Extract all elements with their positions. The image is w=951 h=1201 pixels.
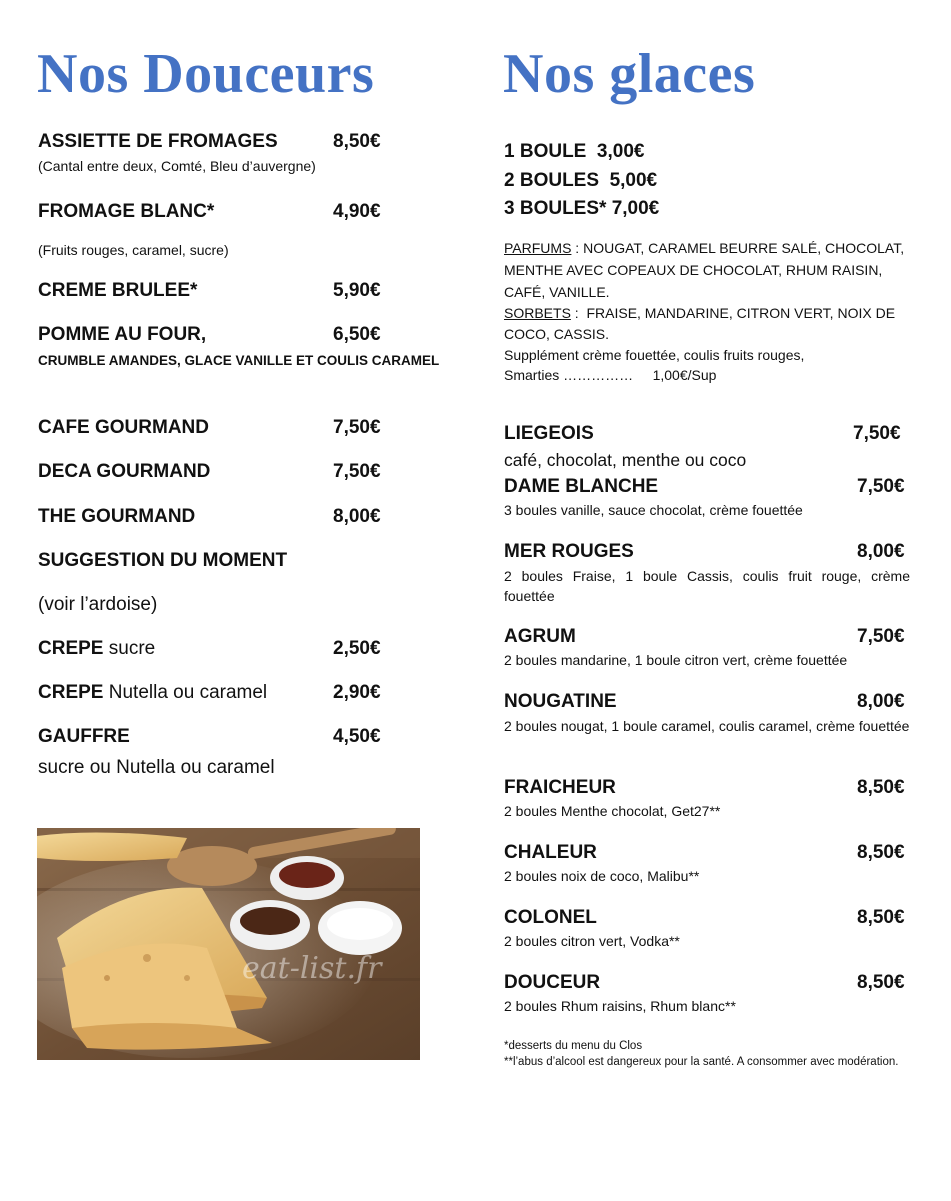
item-name: GAUFFRE (38, 726, 130, 747)
item-name: CHALEUR (504, 842, 597, 863)
item-description: (voir l’ardoise) (38, 594, 158, 615)
item-name: DOUCEUR (504, 972, 601, 993)
parfums-label: PARFUMS (504, 240, 572, 256)
scoop-price: 2 BOULES 5,00€ (504, 170, 658, 191)
item-name: FROMAGE BLANC* (38, 201, 215, 222)
item-name: CREPE (38, 682, 104, 703)
item-price: 8,50€ (857, 907, 905, 928)
item-name: SUGGESTION DU MOMENT (38, 550, 288, 571)
item-name-line (38, 682, 267, 704)
scoop-price: 1 BOULE 3,00€ (504, 141, 645, 162)
item-name-suffix: sucre (103, 638, 156, 659)
footnote-alcohol: **l’abus d’alcool est dangereux pour la santé. A consommer avec modération. (504, 1056, 899, 1068)
item-price: 8,50€ (857, 842, 905, 863)
item-name: ASSIETTE DE FROMAGES (38, 131, 278, 152)
footnote-menu: *desserts du menu du Clos (504, 1040, 643, 1052)
item-price: 2,50€ (333, 638, 381, 659)
item-description: 2 boules Fraise, 1 boule Cassis, coulis fruit rouge, crème fouettée (504, 568, 910, 604)
item-name: COLONEL (504, 907, 597, 928)
watermark-text: eat-list.fr (242, 951, 382, 986)
item-description: 2 boules Rhum raisins, Rhum blanc** (504, 998, 736, 1014)
item-description: 2 boules Menthe chocolat, Get27** (504, 803, 721, 819)
item-description: 2 boules noix de coco, Malibu** (504, 868, 700, 884)
item-name: NOUGATINE (504, 691, 617, 712)
parfums-list-2: MENTHE AVEC COPEAUX DE CHOCOLAT, RHUM RAISIN, (504, 262, 883, 278)
item-description: (Fruits rouges, caramel, sucre) (38, 242, 229, 258)
sorbets-line (504, 305, 895, 321)
item-name: POMME AU FOUR, (38, 324, 207, 345)
item-price: 7,50€ (333, 417, 381, 438)
sorbets-list-2: COCO, CASSIS. (504, 326, 610, 342)
item-description: 3 boules vanille, sauce chocolat, crème fouettée (504, 502, 803, 518)
crepes-photo (37, 828, 420, 1060)
item-price: 7,50€ (857, 476, 905, 497)
item-price: 8,00€ (333, 506, 381, 527)
item-name: THE GOURMAND (38, 506, 196, 527)
item-name-line (38, 638, 155, 660)
item-description: café, chocolat, menthe ou coco (504, 450, 747, 470)
item-name: MER ROUGES (504, 541, 634, 562)
item-name: LIEGEOIS (504, 423, 594, 444)
item-price: 8,50€ (333, 131, 381, 152)
item-price: 8,00€ (857, 541, 905, 562)
section-title-douceurs: Nos Douceurs (37, 43, 375, 105)
item-price: 7,50€ (333, 461, 381, 482)
item-price: 7,50€ (853, 423, 901, 444)
item-price: 8,50€ (857, 777, 905, 798)
item-description: CRUMBLE AMANDES, GLACE VANILLE ET COULIS CARAMEL (38, 353, 440, 368)
item-price: 4,50€ (333, 726, 381, 747)
item-name: CAFE GOURMAND (38, 417, 209, 438)
supplement-text: Supplément crème fouettée, coulis fruits rouges, (504, 347, 805, 363)
item-description: 2 boules citron vert, Vodka** (504, 933, 680, 949)
item-price: 7,50€ (857, 626, 905, 647)
section-title-glaces: Nos glaces (503, 43, 756, 105)
item-name-suffix: Nutella ou caramel (103, 682, 268, 703)
item-price: 8,00€ (857, 691, 905, 712)
item-price: 6,50€ (333, 324, 381, 345)
item-price: 2,90€ (333, 682, 381, 703)
parfums-list-3: CAFÉ, VANILLE. (504, 284, 610, 300)
item-description: (Cantal entre deux, Comté, Bleu d’auvergne) (38, 158, 316, 174)
item-price: 8,50€ (857, 972, 905, 993)
parfums-line (504, 240, 904, 256)
item-name: DAME BLANCHE (504, 476, 659, 497)
item-name: DECA GOURMAND (38, 461, 211, 482)
item-name: CREME BRULEE* (38, 280, 198, 301)
item-description: sucre ou Nutella ou caramel (38, 757, 275, 778)
item-price: 5,90€ (333, 280, 381, 301)
item-description: 2 boules nougat, 1 boule caramel, coulis caramel, crème fouettée (504, 718, 910, 734)
scoop-price: 3 BOULES* 7,00€ (504, 198, 660, 219)
parfums-list: : NOUGAT, CARAMEL BEURRE SALÉ, CHOCOLAT, (571, 240, 905, 256)
supplement-price: Smarties …………… 1,00€/Sup (504, 367, 717, 383)
item-description: 2 boules mandarine, 1 boule citron vert, crème fouettée (504, 652, 848, 668)
item-name: CREPE (38, 638, 104, 659)
item-price: 4,90€ (333, 201, 381, 222)
sorbets-list: : FRAISE, MANDARINE, CITRON VERT, NOIX DE (570, 305, 896, 321)
item-name: FRAICHEUR (504, 777, 616, 798)
item-name: AGRUM (504, 626, 576, 647)
sorbets-label: SORBETS (504, 305, 571, 321)
